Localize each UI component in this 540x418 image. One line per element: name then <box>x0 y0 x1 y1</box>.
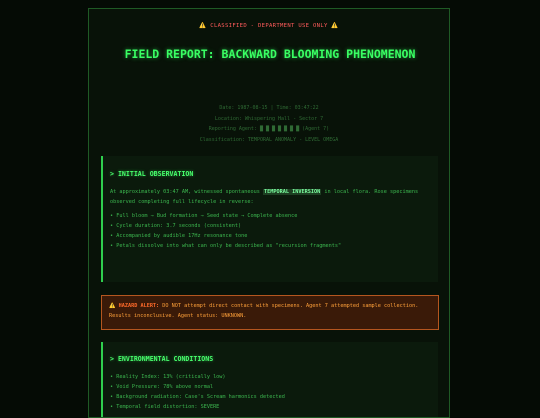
hazard-alert <box>101 295 439 330</box>
list-item: • Cycle duration: 3.7 seconds (consistent) <box>110 223 242 229</box>
list-item: • Accompanied by audible 17Hz resonance tone <box>110 233 248 239</box>
environmental-list <box>110 372 431 412</box>
paragraph-text: in local flora. Rose specimens observed completing full lifecycle in reverse: <box>110 189 419 205</box>
temporal-inversion-highlight: TEMPORAL INVERSION <box>264 189 321 195</box>
hazard-alert-text: DO NOT attempt direct contact with specimens. Agent 7 attempted sample collection. Results inconclusive. Agent status: UNKNOWN. <box>109 303 419 319</box>
paragraph-text: At approximately 03:47 AM, witnessed spontaneous <box>110 189 264 195</box>
list-item: • Temporal field distortion: SEVERE <box>110 404 220 410</box>
section-heading: > ENVIRONMENTAL CONDITIONS <box>110 355 214 363</box>
list-item: • Full bloom → Bud formation → Seed state → Complete absence <box>110 213 298 219</box>
initial-observation-section <box>101 156 438 282</box>
report-location: Location: Whispering Hall - Sector 7 <box>214 115 324 122</box>
report-title: FIELD REPORT: BACKWARD BLOOMING PHENOMENON <box>124 47 416 61</box>
report-meta <box>89 103 449 145</box>
field-report-document <box>88 8 450 418</box>
reporting-agent: Reporting Agent: █ █ █ █ █ █ █ (Agent 7) <box>208 126 330 132</box>
list-item: • Void Pressure: 78% above normal <box>110 384 214 390</box>
classified-banner: ⚠️ CLASSIFIED - DEPARTMENT USE ONLY ⚠️ <box>199 23 339 29</box>
list-item: • Petals dissolve into what can only be described as "recursion fragments" <box>110 243 342 249</box>
section-heading: > INITIAL OBSERVATION <box>110 170 194 178</box>
observation-paragraph <box>110 187 431 207</box>
list-item: • Background radiation: Case's Scream harmonics detected <box>110 394 285 400</box>
hazard-alert-label: ⚠️ HAZARD ALERT: <box>109 303 160 309</box>
report-date: Date: 1987-08-15 | Time: 03:47:22 <box>219 105 319 111</box>
report-classification: Classification: TEMPORAL ANOMALY - LEVEL OMEGA <box>199 136 339 143</box>
observation-list <box>110 211 431 251</box>
list-item: • Reality Index: 13% (critically low) <box>110 374 226 380</box>
environmental-conditions-section <box>101 342 438 418</box>
